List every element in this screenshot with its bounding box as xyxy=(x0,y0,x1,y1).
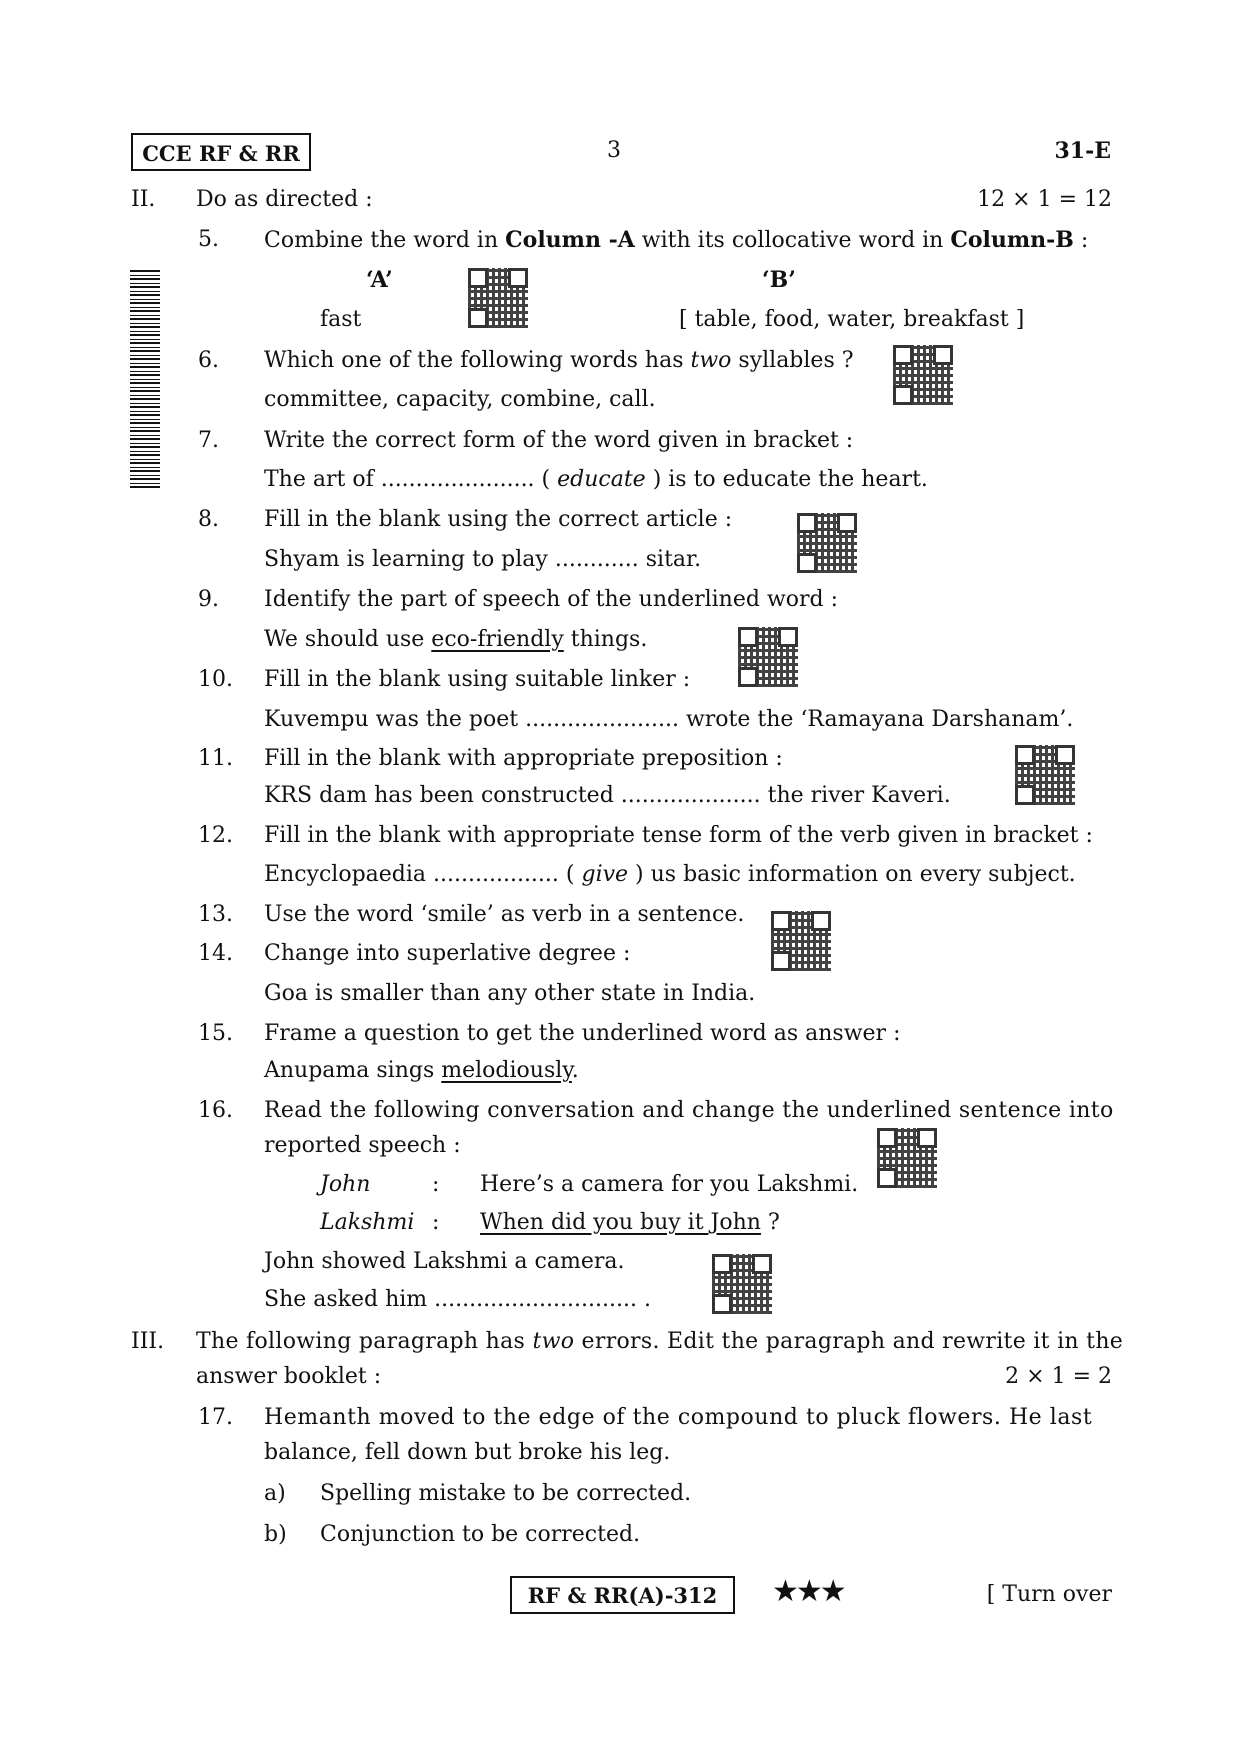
question-text: Fill in the blank using suitable linker : xyxy=(264,667,691,692)
qr-code xyxy=(771,911,831,971)
question-number: 8. xyxy=(198,507,219,532)
question-number: 5. xyxy=(198,227,219,252)
speaker-colon: : xyxy=(432,1210,440,1235)
sub-text: Conjunction to be corrected. xyxy=(320,1522,641,1547)
question-text: Read the following conversation and change the underlined sentence into xyxy=(264,1098,1114,1123)
qr-code xyxy=(712,1254,772,1314)
question-text: Fill in the blank using the correct article : xyxy=(264,507,733,532)
qr-code xyxy=(468,268,528,328)
question-number: 16. xyxy=(198,1098,233,1123)
section-marks: 12 × 1 = 12 xyxy=(977,187,1112,212)
question-number: 10. xyxy=(198,667,233,692)
question-sentence: Kuvempu was the poet ...................... wrote the ‘Ramayana Darshanam’. xyxy=(264,707,1074,732)
question-text: Write the correct form of the word given in bracket : xyxy=(264,428,854,453)
question-number: 11. xyxy=(198,746,233,771)
question-sentence: The art of ...................... ( educate ) is to educate the heart. xyxy=(264,467,928,492)
sub-label: a) xyxy=(264,1481,286,1506)
section-marks: 2 × 1 = 2 xyxy=(1005,1364,1112,1389)
header-code-box: CCE RF & RR xyxy=(131,133,311,171)
page-number: 3 xyxy=(607,138,621,163)
question-text: Which one of the following words has two syllables ? xyxy=(264,348,854,373)
question-number: 15. xyxy=(198,1021,233,1046)
question-text: reported speech : xyxy=(264,1133,461,1158)
question-text: Fill in the blank with appropriate preposition : xyxy=(264,746,783,771)
question-text: Use the word ‘smile’ as verb in a sentence. xyxy=(264,902,745,927)
column-b-options: [ table, food, water, breakfast ] xyxy=(679,307,1025,332)
question-number: 7. xyxy=(198,428,219,453)
question-options: committee, capacity, combine, call. xyxy=(264,387,656,412)
qr-code xyxy=(877,1128,937,1188)
question-text: Fill in the blank with appropriate tense form of the verb given in bracket : xyxy=(264,823,1093,848)
question-sentence: KRS dam has been constructed .................... the river Kaveri. xyxy=(264,783,951,808)
section-title: answer booklet : xyxy=(196,1364,382,1389)
question-text: Hemanth moved to the edge of the compound to pluck flowers. He last xyxy=(264,1405,1093,1430)
barcode xyxy=(130,268,160,488)
section-roman-ii: II. xyxy=(131,187,156,212)
qr-code xyxy=(738,627,798,687)
dialogue-line: When did you buy it John ? xyxy=(480,1210,780,1235)
question-sentence: John showed Lakshmi a camera. xyxy=(264,1249,625,1274)
question-sentence: Anupama sings melodiously. xyxy=(264,1058,579,1083)
sub-label: b) xyxy=(264,1522,287,1547)
speaker-colon: : xyxy=(432,1172,440,1197)
speaker-name: John xyxy=(320,1172,371,1197)
question-number: 6. xyxy=(198,348,219,373)
question-sentence: She asked him ............................. . xyxy=(264,1287,651,1312)
question-number: 17. xyxy=(198,1405,233,1430)
question-text: Identify the part of speech of the underlined word : xyxy=(264,587,839,612)
qr-code xyxy=(797,513,857,573)
section-roman-iii: III. xyxy=(131,1329,165,1354)
paper-code: 31-E xyxy=(1054,138,1111,164)
question-number: 12. xyxy=(198,823,233,848)
star-icon: ★★★ xyxy=(772,1574,844,1609)
qr-code xyxy=(893,345,953,405)
question-sentence: Shyam is learning to play ............ sitar. xyxy=(264,547,702,572)
footer-code-box: RF & RR(A)-312 xyxy=(510,1576,735,1614)
turn-over: [ Turn over xyxy=(986,1582,1112,1607)
question-text: Change into superlative degree : xyxy=(264,941,631,966)
column-a-heading: ‘A’ xyxy=(366,267,393,293)
question-sentence: We should use eco-friendly things. xyxy=(264,627,648,652)
question-number: 14. xyxy=(198,941,233,966)
section-title: Do as directed : xyxy=(196,187,373,212)
question-sentence: Encyclopaedia .................. ( give ) us basic information on every subject. xyxy=(264,862,1076,887)
question-number: 9. xyxy=(198,587,219,612)
section-title: The following paragraph has two errors. Edit the paragraph and rewrite it in the xyxy=(196,1329,1124,1354)
sub-text: Spelling mistake to be corrected. xyxy=(320,1481,692,1506)
column-b-heading: ‘B’ xyxy=(762,267,796,293)
column-a-word: fast xyxy=(320,307,362,332)
question-text: Frame a question to get the underlined word as answer : xyxy=(264,1021,901,1046)
qr-code xyxy=(1015,745,1075,805)
question-text: balance, fell down but broke his leg. xyxy=(264,1440,671,1465)
question-text: Combine the word in Column -A with its collocative word in Column-B : xyxy=(264,227,1089,253)
question-sentence: Goa is smaller than any other state in India. xyxy=(264,981,756,1006)
speaker-name: Lakshmi xyxy=(320,1210,415,1235)
question-number: 13. xyxy=(198,902,233,927)
dialogue-line: Here’s a camera for you Lakshmi. xyxy=(480,1172,859,1197)
